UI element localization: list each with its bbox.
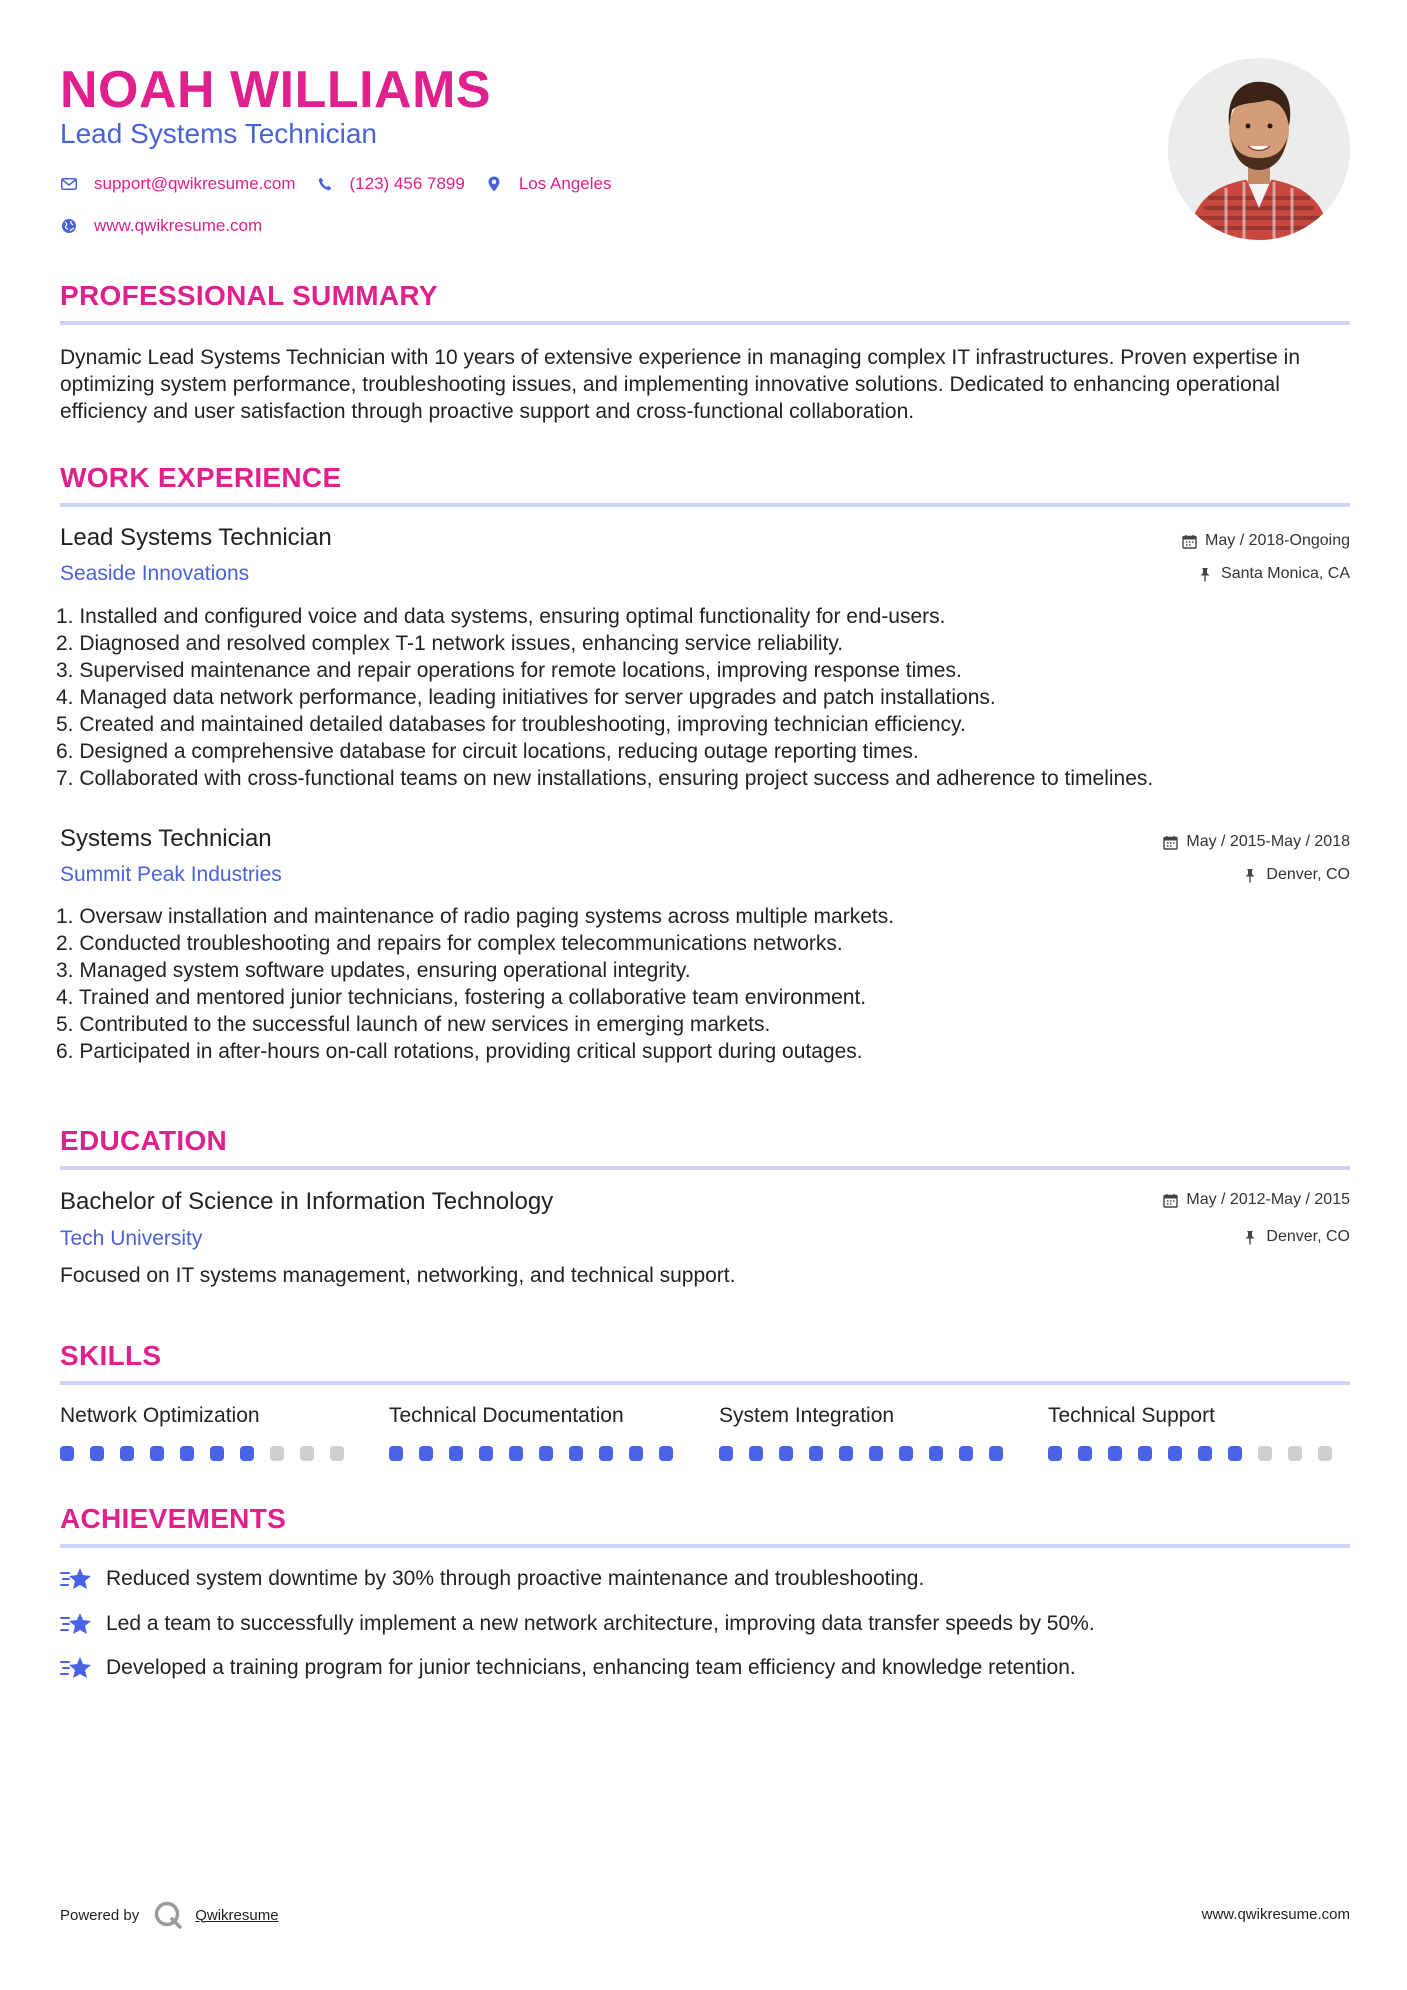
job-title: Lead Systems Technician (60, 524, 332, 551)
rating-dot-empty (1288, 1446, 1302, 1461)
achievement-text: Led a team to successfully implement a new network architecture, improving data transfer speeds by 50%. (106, 1612, 1095, 1635)
education-description: Focused on IT systems management, networking, and technical support. (60, 1264, 736, 1287)
company-name: Seaside Innovations (60, 562, 250, 585)
education-location-text: Denver, CO (1266, 1228, 1350, 1245)
rating-dot-filled (569, 1446, 583, 1461)
list-item: 4. Trained and mentored junior technicians, fostering a collaborative team environment. (56, 986, 867, 1009)
job-location-text: Santa Monica, CA (1221, 565, 1350, 582)
job-location (1242, 866, 1350, 884)
skill-item (719, 1404, 1019, 1461)
education-location (1242, 1228, 1350, 1246)
rating-dot-empty (1318, 1446, 1332, 1461)
rating-dot-filled (449, 1446, 463, 1461)
skills-heading: SKILLS (60, 1340, 162, 1371)
pin-icon (1242, 1229, 1258, 1245)
achievement-item (60, 1654, 1076, 1682)
list-item: 3. Managed system software updates, ensuring operational integrity. (56, 959, 691, 982)
rating-dot-filled (240, 1446, 254, 1461)
skill-item (389, 1404, 689, 1461)
profile-photo (1168, 58, 1350, 240)
achievement-item (60, 1565, 924, 1593)
brand-link[interactable]: Qwikresume (195, 1906, 279, 1924)
website-link[interactable]: www.qwikresume.com (94, 216, 263, 235)
rating-dot-filled (659, 1446, 673, 1461)
education-dates (1162, 1191, 1350, 1209)
rating-dot-filled (899, 1446, 913, 1461)
rating-dot-filled (1168, 1446, 1182, 1461)
rating-dot-filled (989, 1446, 1003, 1461)
achievements-heading: ACHIEVEMENTS (60, 1503, 287, 1534)
calendar-icon (1162, 834, 1178, 850)
skill-rating (389, 1446, 689, 1461)
rating-dot-filled (749, 1446, 763, 1461)
footer-powered-by (60, 1900, 279, 1930)
rating-dot-filled (90, 1446, 104, 1461)
rating-dot-filled (809, 1446, 823, 1461)
rating-dot-filled (629, 1446, 643, 1461)
rating-dot-filled (1228, 1446, 1242, 1461)
job-location (1197, 565, 1350, 583)
skill-item (1048, 1404, 1348, 1461)
list-item: 3. Supervised maintenance and repair operations for remote locations, improving response times. (56, 659, 962, 682)
calendar-icon (1181, 533, 1197, 549)
job-dates-text: May / 2015-May / 2018 (1186, 833, 1350, 850)
list-item: 1. Oversaw installation and maintenance of radio paging systems across multiple markets. (56, 905, 895, 928)
list-item: 7. Collaborated with cross-functional teams on new installations, ensuring project success and adherence to timelines. (56, 767, 1154, 790)
footer-website[interactable]: www.qwikresume.com (1201, 1906, 1350, 1923)
phone-number[interactable]: (123) 456 7899 (349, 174, 465, 193)
candidate-name: NOAH WILLIAMS (60, 61, 492, 119)
rating-dot-filled (599, 1446, 613, 1461)
experience-divider (60, 503, 1350, 507)
rating-dot-empty (330, 1446, 344, 1461)
company-name: Summit Peak Industries (60, 863, 282, 886)
skill-rating (719, 1446, 1019, 1461)
list-item: 5. Contributed to the successful launch of new services in emerging markets. (56, 1013, 771, 1036)
rating-dot-filled (389, 1446, 403, 1461)
rating-dot-filled (419, 1446, 433, 1461)
map-pin-icon (485, 175, 503, 193)
job-location-text: Denver, CO (1266, 866, 1350, 883)
star-icon (60, 1610, 94, 1638)
education-divider (60, 1166, 1350, 1170)
rating-dot-filled (719, 1446, 733, 1461)
rating-dot-empty (1258, 1446, 1272, 1461)
list-item: 2. Conducted troubleshooting and repairs for complex telecommunications networks. (56, 932, 843, 955)
location-text: Los Angeles (518, 174, 612, 193)
job-dates (1162, 833, 1350, 851)
achievement-text: Reduced system downtime by 30% through proactive maintenance and troubleshooting. (106, 1567, 925, 1590)
job-bullets (56, 903, 1356, 1065)
rating-dot-filled (150, 1446, 164, 1461)
degree-title: Bachelor of Science in Information Technology (60, 1188, 554, 1215)
list-item: 6. Participated in after-hours on-call rotations, providing critical support during outages. (56, 1040, 863, 1063)
rating-dot-filled (120, 1446, 134, 1461)
achievement-text: Developed a training program for junior technicians, enhancing team efficiency and knowledge retention. (106, 1656, 1076, 1679)
rating-dot-filled (839, 1446, 853, 1461)
rating-dot-empty (270, 1446, 284, 1461)
skill-name: System Integration (719, 1404, 895, 1427)
school-name: Tech University (60, 1227, 203, 1250)
skill-rating (60, 1446, 360, 1461)
calendar-icon (1162, 1192, 1178, 1208)
pin-icon (1242, 867, 1258, 883)
job-bullets (56, 603, 1356, 792)
rating-dot-filled (1198, 1446, 1212, 1461)
star-icon (60, 1565, 94, 1593)
powered-by-label: Powered by (60, 1906, 140, 1924)
rating-dot-empty (300, 1446, 314, 1461)
rating-dot-filled (180, 1446, 194, 1461)
rating-dot-filled (60, 1446, 74, 1461)
achievements-divider (60, 1544, 1350, 1548)
achievement-item (60, 1610, 1095, 1638)
rating-dot-filled (1078, 1446, 1092, 1461)
globe-icon (60, 217, 78, 235)
rating-dot-filled (869, 1446, 883, 1461)
contact-row-2 (60, 214, 282, 238)
job-dates (1181, 532, 1350, 550)
list-item: 6. Designed a comprehensive database for circuit locations, reducing outage reporting times. (56, 740, 919, 763)
rating-dot-filled (479, 1446, 493, 1461)
summary-heading: PROFESSIONAL SUMMARY (60, 280, 438, 311)
skill-name: Technical Documentation (389, 1404, 624, 1427)
education-heading: EDUCATION (60, 1125, 228, 1156)
summary-text: Dynamic Lead Systems Technician with 10 years of extensive experience in managing complex IT infrastructures. Proven expertise in optimizing system performance, troubleshooting issues, and implementing innovative solutions. Dedicated to enhancing operational efficiency and user satisfaction through proactive support and cross-functional collaboration. (60, 346, 1300, 423)
skills-divider (60, 1381, 1350, 1385)
skill-name: Technical Support (1048, 1404, 1215, 1427)
rating-dot-filled (779, 1446, 793, 1461)
summary-divider (60, 321, 1350, 325)
pin-icon (1197, 566, 1213, 582)
list-item: 4. Managed data network performance, leading initiatives for server upgrades and patch installations. (56, 686, 996, 709)
rating-dot-filled (509, 1446, 523, 1461)
email-link[interactable]: support@qwikresume.com (94, 174, 296, 193)
rating-dot-filled (929, 1446, 943, 1461)
skill-name: Network Optimization (60, 1404, 260, 1427)
skill-item (60, 1404, 360, 1461)
rating-dot-filled (959, 1446, 973, 1461)
rating-dot-filled (1108, 1446, 1122, 1461)
skill-rating (1048, 1446, 1348, 1461)
rating-dot-filled (1048, 1446, 1062, 1461)
candidate-role: Lead Systems Technician (60, 118, 377, 149)
education-dates-text: May / 2012-May / 2015 (1186, 1191, 1350, 1208)
star-icon (60, 1654, 94, 1682)
job-title: Systems Technician (60, 825, 272, 852)
phone-icon (316, 175, 334, 193)
experience-heading: WORK EXPERIENCE (60, 462, 342, 493)
list-item: 1. Installed and configured voice and data systems, ensuring optimal functionality for end-users. (56, 605, 946, 628)
rating-dot-filled (539, 1446, 553, 1461)
list-item: 2. Diagnosed and resolved complex T-1 network issues, enhancing service reliability. (56, 632, 844, 655)
qwikresume-logo-icon (153, 1900, 183, 1930)
contact-row-1 (60, 172, 631, 196)
rating-dot-filled (1138, 1446, 1152, 1461)
list-item: 5. Created and maintained detailed databases for troubleshooting, improving technician efficiency. (56, 713, 966, 736)
envelope-icon (60, 175, 78, 193)
job-dates-text: May / 2018-Ongoing (1205, 532, 1350, 549)
rating-dot-filled (210, 1446, 224, 1461)
